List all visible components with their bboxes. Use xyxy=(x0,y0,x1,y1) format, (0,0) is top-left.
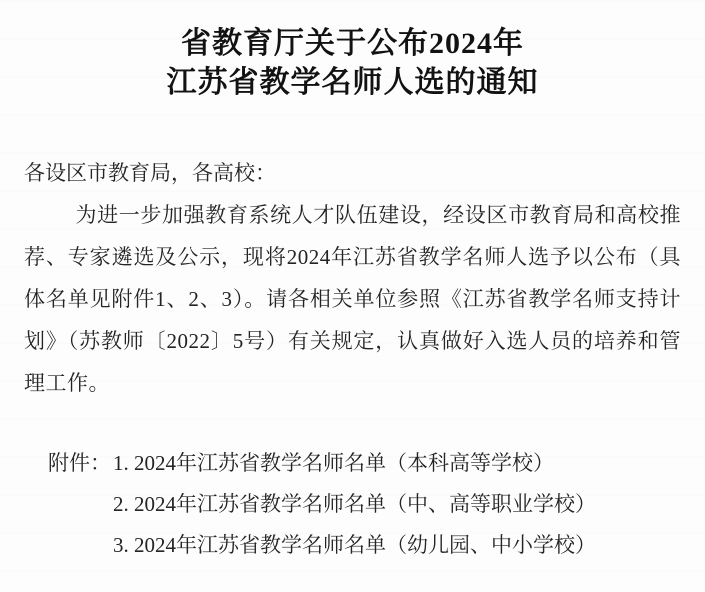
title-line-1: 省教育厅关于公布2024年 xyxy=(181,27,524,60)
salutation-line: 各设区市教育局，各高校： xyxy=(24,161,276,185)
attachments-section xyxy=(48,443,681,566)
main-paragraph: 为进一步加强教育系统人才队伍建设，经设区市教育局和高校推荐、专家遴选及公示，现将2024年江苏省教学名师人选予以公布（具体名单见附件1、2、3）。请各相关单位参照《江苏省教学名师支持计划》（苏教师〔2022〕5号）有关规定，认真做好入选人员的培养和管理工作。 xyxy=(24,203,681,395)
document-title xyxy=(0,0,705,102)
document-body xyxy=(24,152,681,404)
attachments-label: 附件： xyxy=(48,451,111,475)
attachment-item-1: 1. 2024年江苏省教学名师名单（本科高等学校） xyxy=(113,451,554,475)
attachments-list xyxy=(111,443,681,566)
attachment-item-3: 3. 2024年江苏省教学名师名单（幼儿园、中小学校） xyxy=(113,533,596,557)
attachment-item-2: 2. 2024年江苏省教学名师名单（中、高等职业学校） xyxy=(113,492,596,516)
title-line-2: 江苏省教学名师人选的通知 xyxy=(166,66,539,99)
